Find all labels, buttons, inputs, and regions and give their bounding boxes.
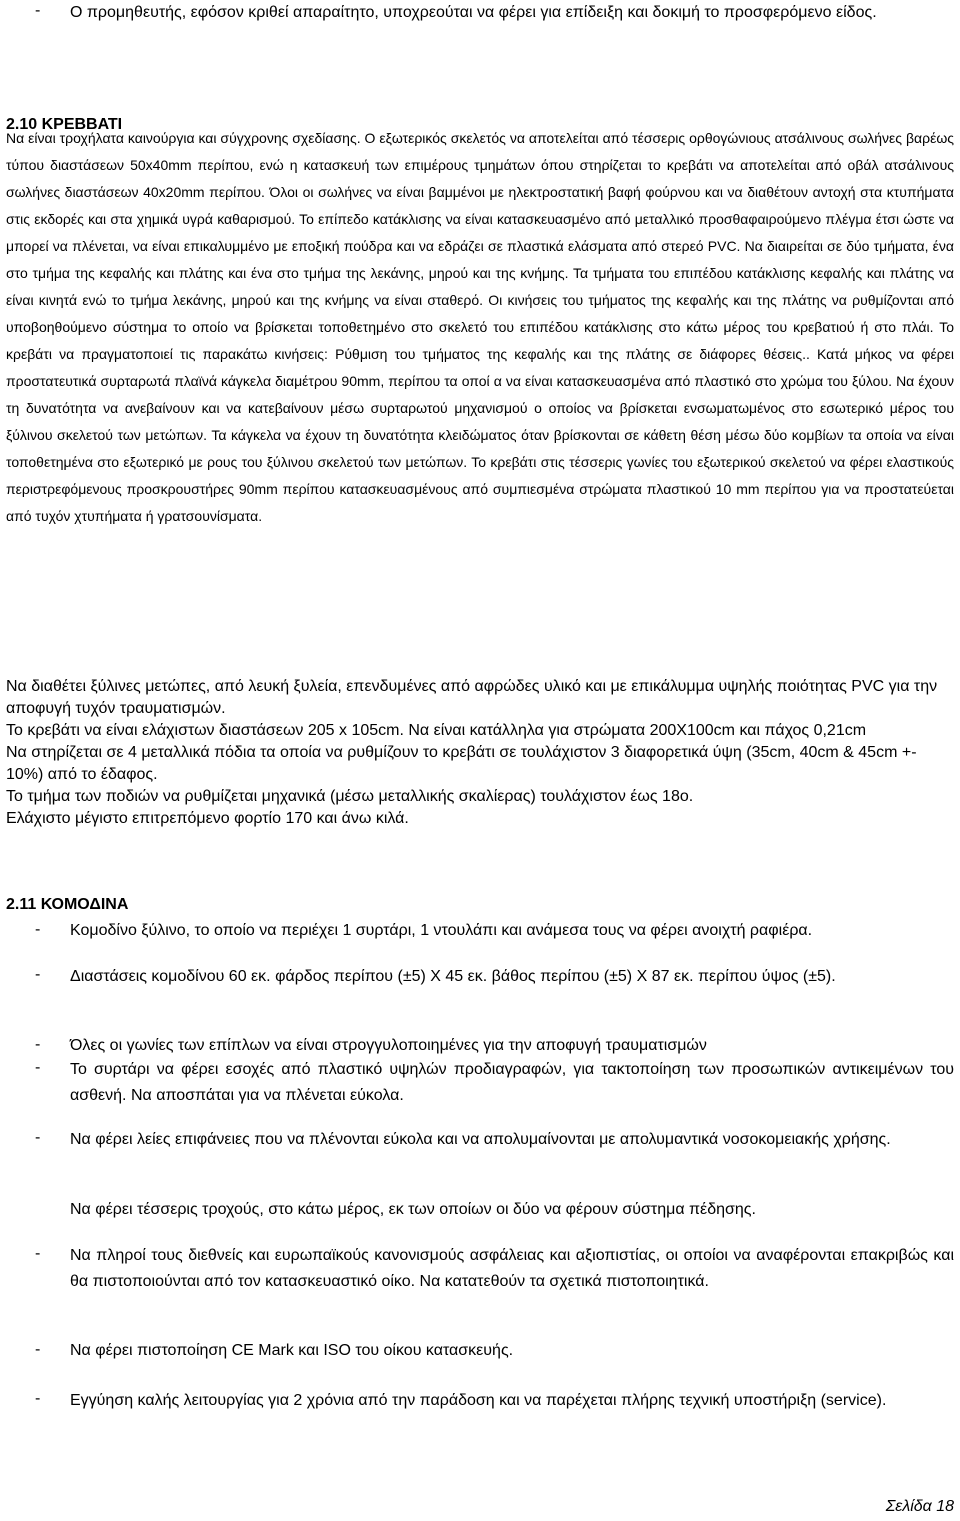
list-bullet: - xyxy=(35,921,41,938)
list-bullet: - xyxy=(35,1129,41,1146)
commode-item-text: Να φέρει τέσσερις τροχούς, στο κάτω μέρος, εκ των οποίων οι δύο να φέρουν σύστημα πέδησης. xyxy=(70,1201,756,1218)
section-heading-bed: 2.10 ΚΡΕΒΒΑΤΙ xyxy=(6,116,123,133)
commode-item xyxy=(0,964,960,990)
list-bullet: - xyxy=(35,1341,41,1358)
bed-paragraph: Να είναι τροχήλατα καινούργια και σύγχρονης σχεδίασης. Ο εξωτερικός σκελετός να αποτελείται από τέσσερις ορθογώνιους ατσάλινους σωλήνες βαρέως τύπου διαστάσεων 50x40mm περίπου, ενώ η κατασκευή των επιμέρους τμημάτων όπου στηρίζεται το κρεβάτι να αποτελείται από οβάλ ατσάλινους σωλήνες διαστάσεων 40x20mm περίπου. Όλοι οι σωλήνες να είναι βαμμένοι με ηλεκτροστατική βαφή φούρνου και να διαθέτουν αντοχή στα κτυπήματα στις εκδορές και στα χημικά υγρά καθαρισμού. Το επίπεδο κατάκλισης να είναι κατασκευασμένο από μεταλλικό προσθαφαιρούμενο πλέγμα έτσι ώστε να μπορεί να πλένεται, να είναι επικαλυμμένο με εποξική πούδρα και να εδράζει σε πλαστικά ελάσματα από στερεό PVC. Να διαιρείται σε δύο τμήματα, ένα στο τμήμα της κεφαλής και πλάτης και ένα στο τμήμα της λεκάνης, μηρού και της κνήμης. Τα τμήματα του επιπέδου κατάκλισης κεφαλής και πλάτης να είναι κινητά ενώ το τμήμα λεκάνης, μηρού και της κνήμης να είναι σταθερό. Οι κινήσεις του τμήματος της κεφαλής και της πλάτης να ρυθμίζονται από υποβοηθούμενο σύστημα το οποίο να βρίσκεται τοποθετημένο στο σκελετό του επιπέδου κατάκλισης στο κάτω μέρος του κρεβατιού ή στο πλάι. Το κρεβάτι να πραγματοποιεί τις παρακάτω κινήσεις: Ρύθμιση του τμήματος της κεφαλής και της πλάτης σε διάφορες θέσεις.. Κατά μήκος να φέρει προστατευτικά συρταρωτά πλαϊνά κάγκελα διαμέτρου 90mm, περίπου τα οποί α να είναι κατασκευασμένα από πλαστικό στο χρώμα του ξύλου. Να έχουν τη δυνατότητα να ανεβαίνουν και να κατεβαίνουν μέσω συρταρωτού μηχανισμού ο οποίος να βρίσκεται ενσωματωμένος στο εσωτερικό μέρος του ξύλινου σκελετού των μετώπων. Τα κάγκελα να έχουν τη δυνατότητα κλειδώματος όταν βρίσκονται σε κάθετη θέση μέσω δύο κομβίων τα οποία να είναι τοποθετημένα στο εξωτερικό με ρους του ξύλινου σκελετού των μετώπων. Το κρεβάτι στις τέσσερις γωνίες του εξωτερικού σκελετού να φέρει ελαστικούς περιστρεφόμενους προσκρουστήρες 90mm περίπου κατασκευασμένους από συμπιεσμένα στρώματα πλαστικού 10 mm περίπου για να προστατεύεται από τυχόν χτυπήματα ή γρατσουνίσματα. xyxy=(6,130,954,524)
commode-item-text: Να φέρει λείες επιφάνειες που να πλένονται εύκολα και να απολυμαίνονται με απολυμαντικά νοσοκομειακής χρήσης. xyxy=(70,1131,891,1148)
commode-item xyxy=(0,1388,960,1414)
commode-item-text: Να πληροί τους διεθνείς και ευρωπαϊκούς κανονισμούς ασφάλειας και αξιοπιστίας, οι οποίοι να αναφέρονται επακριβώς και θα πιστοποιούνται από τον κατασκευαστικό οίκο. Να κατατεθούν τα σχετικά πιστοποιητικά. xyxy=(70,1247,954,1290)
commode-item xyxy=(0,1198,960,1222)
bed-spec-line: Το τμήμα των ποδιών να ρυθμίζεται μηχανικά (μέσω μεταλλικής σκαλίερας) τουλάχιστον έως 18ο. xyxy=(6,788,694,805)
bed-spec-line: Να στηρίζεται σε 4 μεταλλικά πόδια τα οποία να ρυθμίζουν το κρεβάτι σε τουλάχιστον 3 διαφορετικά ύψη (35cm, 40cm & 45cm +- 10%) από το έδαφος. xyxy=(6,744,917,783)
list-bullet: - xyxy=(35,1390,41,1407)
bed-spec-line: Το κρεβάτι να είναι ελάχιστων διαστάσεων 205 x 105cm. Να είναι κατάλληλα για στρώματα 200Χ100cm και πάχος 0,21cm xyxy=(6,722,867,739)
list-bullet: - xyxy=(35,1245,41,1262)
commode-item xyxy=(0,1057,960,1109)
section-heading-commode: 2.11 ΚΟΜΟΔΙΝΑ xyxy=(6,896,129,913)
bed-spec-line: Να διαθέτει ξύλινες μετώπες, από λευκή ξυλεία, επενδυμένες από αφρώδες υλικό και με επικάλυμμα υψηλής ποιότητας PVC για την αποφυγή τυχόν τραυματισμών. xyxy=(6,678,938,717)
commode-item xyxy=(0,1339,960,1363)
intro-text: Ο προμηθευτής, εφόσον κριθεί απαραίτητο, υποχρεούται να φέρει για επίδειξη και δοκιμή το προσφερόμενο είδος. xyxy=(70,4,877,21)
list-bullet: - xyxy=(35,2,41,19)
commode-item xyxy=(0,1127,960,1153)
commode-item xyxy=(0,1034,960,1058)
list-bullet: - xyxy=(35,966,41,983)
commode-item-text: Εγγύηση καλής λειτουργίας για 2 χρόνια από την παράδοση και να παρέχεται πλήρης τεχνική υποστήριξη (service). xyxy=(70,1392,887,1409)
page-number: Σελίδα 18 xyxy=(885,1498,954,1515)
bed-spec-line: Ελάχιστο μέγιστο επιτρεπόμενο φορτίο 170 και άνω κιλά. xyxy=(6,810,409,827)
commode-item-text: Κομοδίνο ξύλινο, το οποίο να περιέχει 1 συρτάρι, 1 ντουλάπι και ανάμεσα τους να φέρει ανοιχτή ραφιέρα. xyxy=(70,922,813,939)
intro-list-item xyxy=(0,0,960,26)
commode-item xyxy=(0,919,960,943)
bed-specs xyxy=(6,676,954,830)
commode-item-text: Το συρτάρι να φέρει εσοχές από πλαστικό υψηλών προδιαγραφών, για τακτοποίηση των προσωπικών αντικειμένων του ασθενή. Να αποσπάται για να πλένεται εύκολα. xyxy=(70,1061,954,1104)
commode-item-text: Διαστάσεις κομοδίνου 60 εκ. φάρδος περίπου (±5) Χ 45 εκ. βάθος περίπου (±5) Χ 87 εκ. περίπου ύψος (±5). xyxy=(70,968,836,985)
commode-item-text: Να φέρει πιστοποίηση CE Mark και ISO του οίκου κατασκευής. xyxy=(70,1342,514,1359)
commode-item xyxy=(0,1243,960,1295)
list-bullet: - xyxy=(35,1036,41,1053)
list-bullet: - xyxy=(35,1059,41,1076)
commode-item-text: Όλες οι γωνίες των επίπλων να είναι στρογγυλοποιημένες για την αποφυγή τραυματισμών xyxy=(70,1037,707,1054)
